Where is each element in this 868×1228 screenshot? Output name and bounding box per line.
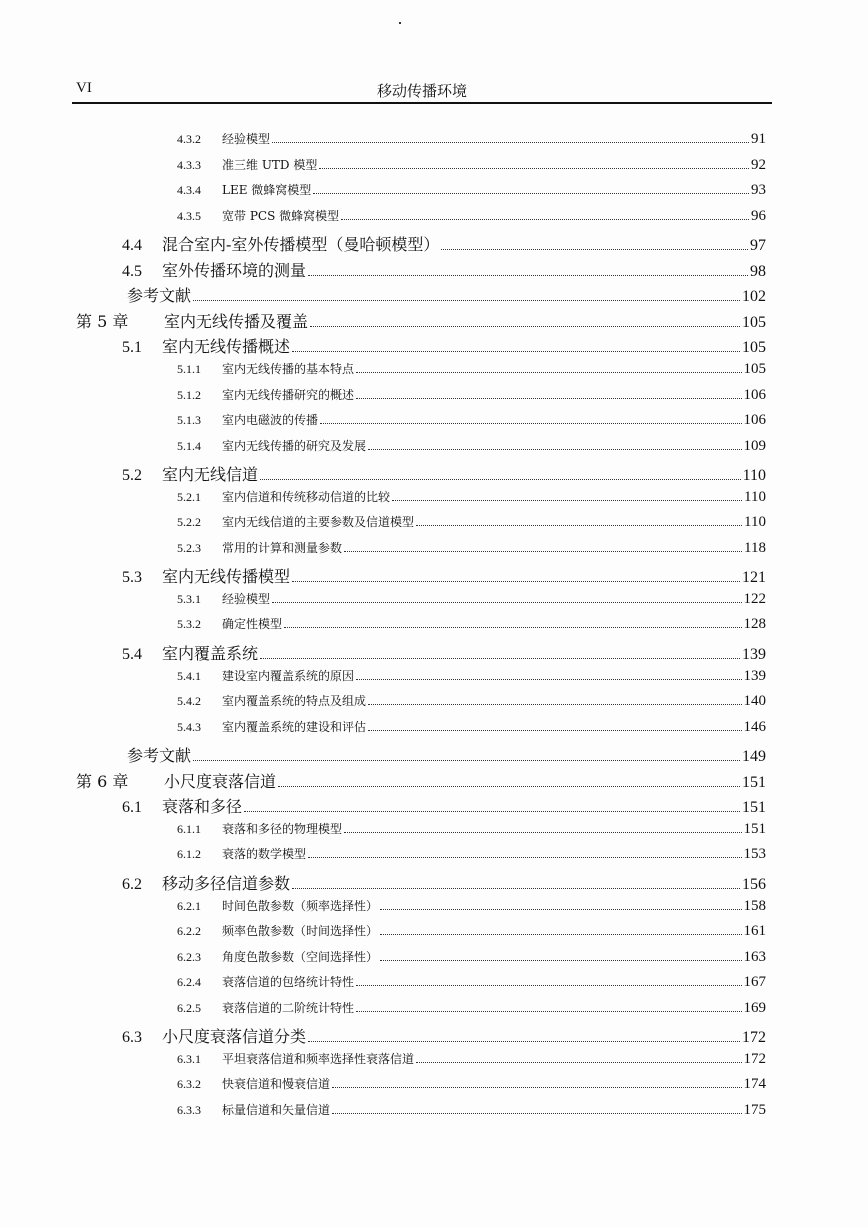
dot-leader — [368, 703, 741, 705]
dot-leader — [320, 422, 741, 424]
toc-entry-number: 5.3.2 — [177, 617, 201, 632]
toc-entry-title: 衰落的数学模型 — [222, 847, 307, 862]
scan-speck — [399, 22, 401, 24]
toc-entry-title: 室内无线传播研究的概述 — [222, 387, 355, 402]
toc-entry-title: 经验模型 — [222, 132, 271, 146]
toc-entry-page: 105 — [742, 313, 766, 331]
toc-entry — [177, 156, 766, 174]
toc-entry — [177, 973, 766, 991]
toc-entry-page: 98 — [750, 262, 766, 280]
toc-entry-title: 快衰信道和慢衰信道 — [222, 1077, 331, 1092]
toc-entry-number: 6.3 — [122, 1029, 142, 1047]
toc-entry-number: 5.4.1 — [177, 668, 201, 683]
toc-entry-number: 6.2.2 — [177, 924, 201, 939]
toc-entry-page: 93 — [751, 182, 766, 199]
toc-entry-page: 106 — [743, 412, 766, 429]
dot-leader — [380, 908, 741, 910]
toc-entry-page: 139 — [742, 646, 766, 663]
dot-leader — [292, 580, 740, 582]
toc-entry-page: 97 — [750, 237, 766, 255]
toc-entry-title: 角度色散参数（空间选择性） — [222, 949, 379, 964]
dot-leader — [416, 1061, 741, 1063]
toc-entry — [177, 1050, 766, 1068]
toc-entry — [177, 1075, 766, 1093]
dot-leader — [313, 192, 749, 194]
toc-entry-page: 174 — [743, 1076, 766, 1093]
toc-entry-title: 衰落信道的包络统计特性 — [222, 975, 355, 990]
toc-entry-page: 153 — [743, 846, 766, 863]
toc-entry-number: 5.1.3 — [177, 413, 201, 428]
toc-entry-number: 5.1 — [122, 339, 142, 357]
toc-entry — [177, 411, 766, 429]
toc-entry-number: 5.4.2 — [177, 694, 201, 709]
toc-entry-number: 4.3.5 — [177, 208, 201, 223]
toc-entry — [177, 897, 766, 915]
toc-entry-title: 室内覆盖系统的特点及组成 — [222, 694, 367, 709]
toc-entry — [122, 794, 766, 817]
toc-entry-number: 5.1.1 — [177, 361, 201, 376]
toc-entry-title: 室内无线传播模型 — [162, 567, 291, 587]
toc-entry — [76, 309, 766, 332]
toc-entry-page: 151 — [742, 799, 766, 817]
toc-entry-number: 5.2.2 — [177, 515, 201, 530]
toc-entry-title: 混合室内-室外传播模型（曼哈顿模型） — [162, 235, 440, 255]
toc-entry-number: 6.1.2 — [177, 847, 201, 862]
toc-entry-number: 6.1.1 — [177, 821, 201, 836]
toc-entry — [177, 999, 766, 1017]
toc-entry — [122, 641, 766, 664]
toc-entry-page: 163 — [743, 948, 766, 965]
toc-entry-number: 6.3.2 — [177, 1077, 201, 1092]
dot-leader — [260, 478, 741, 480]
toc-entry-title: 参考文献 — [127, 746, 192, 766]
toc-entry-title: 室内无线传播的研究及发展 — [222, 438, 367, 453]
toc-entry-page: 105 — [742, 339, 766, 357]
toc-entry — [122, 232, 766, 255]
toc-entry-number: 第 6 章 — [76, 771, 129, 791]
toc-entry — [177, 667, 766, 685]
dot-leader — [344, 550, 742, 552]
toc-entry — [177, 922, 766, 940]
dot-leader — [292, 350, 740, 352]
dot-leader — [292, 887, 740, 889]
toc-entry-title: 室内无线信道 — [162, 465, 259, 485]
toc-entry — [127, 743, 766, 766]
toc-entry-page: 110 — [742, 467, 766, 485]
dot-leader — [244, 810, 740, 812]
dot-leader — [284, 626, 741, 628]
toc-entry-number: 6.2 — [122, 875, 142, 893]
toc-entry-title: 室内无线传播及覆盖 — [164, 311, 309, 331]
toc-entry-number: 5.2.1 — [177, 489, 201, 504]
toc-entry-title: 室内无线传播概述 — [162, 337, 291, 357]
toc-entry-page: 151 — [742, 773, 766, 791]
toc-entry-title: 室内覆盖系统的建设和评估 — [222, 719, 367, 734]
dot-leader — [356, 371, 741, 373]
toc-entry-title: 宽带 PCS 微蜂窝模型 — [222, 208, 340, 223]
dot-leader — [332, 1112, 741, 1114]
toc-entry-page: 161 — [743, 923, 766, 940]
toc-entry-number: 6.2.5 — [177, 1000, 201, 1015]
toc-entry-title: 衰落和多径 — [162, 797, 243, 817]
dot-leader — [308, 274, 748, 276]
toc-entry-title: 时间色散参数（频率选择性） — [222, 898, 379, 913]
toc-entry — [177, 692, 766, 710]
toc-entry-page: 128 — [743, 616, 766, 633]
dot-leader — [272, 141, 749, 143]
toc-entry-page: 167 — [743, 974, 766, 991]
toc-entry-number: 6.2.3 — [177, 949, 201, 964]
toc-entry-page: 109 — [743, 437, 766, 454]
toc-entry-page: 149 — [742, 748, 766, 766]
toc-entry-page: 140 — [743, 693, 766, 710]
toc-entry-title: 经验模型 — [222, 591, 271, 606]
toc-entry-title: 常用的计算和测量参数 — [222, 540, 343, 555]
toc-entry-page: 106 — [743, 386, 766, 403]
toc-entry — [122, 564, 766, 587]
dot-leader — [341, 218, 749, 220]
toc-entry-number: 6.2.1 — [177, 898, 201, 913]
toc-entry-number: 5.1.4 — [177, 438, 201, 453]
dot-leader — [368, 729, 741, 731]
dot-leader — [278, 785, 740, 787]
toc-entry-page: 92 — [751, 156, 766, 173]
toc-entry-page: 102 — [742, 288, 766, 306]
toc-entry — [177, 360, 766, 378]
toc-entry-page: 122 — [743, 590, 766, 607]
toc-entry-number: 4.3.4 — [177, 183, 201, 198]
toc-entry-page: 139 — [743, 667, 766, 684]
toc-entry-page: 156 — [742, 875, 766, 893]
toc-entry — [177, 1101, 766, 1119]
dot-leader — [272, 601, 741, 603]
toc-entry — [177, 513, 766, 531]
toc-entry-number: 5.3.1 — [177, 591, 201, 606]
toc-entry — [177, 437, 766, 455]
toc-entry — [122, 462, 766, 485]
toc-entry-page: 96 — [751, 207, 766, 224]
toc-entry — [122, 871, 766, 894]
toc-entry-page: 118 — [744, 539, 766, 556]
toc-entry-title: 移动多径信道参数 — [162, 873, 291, 893]
toc-entry-title: 小尺度衰落信道 — [164, 771, 277, 791]
toc-entry-title: 室内无线传播的基本特点 — [222, 361, 355, 376]
toc-entry-page: 121 — [742, 569, 766, 587]
toc-entry-title: 确定性模型 — [222, 617, 283, 632]
toc-entry-title: 室内电磁波的传播 — [222, 413, 319, 428]
toc-entry-title: 室内无线信道的主要参数及信道模型 — [222, 515, 415, 530]
toc-entry-number: 6.3.1 — [177, 1051, 201, 1066]
toc-entry — [177, 845, 766, 863]
dot-leader — [356, 678, 741, 680]
toc-entry-number: 5.3 — [122, 569, 142, 587]
dot-leader — [380, 959, 741, 961]
toc-entry-title: 标量信道和矢量信道 — [222, 1102, 331, 1117]
dot-leader — [319, 167, 749, 169]
dot-leader — [380, 933, 741, 935]
dot-leader — [368, 448, 741, 450]
toc-entry-page: 146 — [743, 718, 766, 735]
toc-entry — [177, 820, 766, 838]
toc-entry-page: 158 — [743, 897, 766, 914]
dot-leader — [332, 1086, 741, 1088]
page-header — [72, 80, 772, 104]
dot-leader — [356, 397, 741, 399]
toc-entry-title: 频率色散参数（时间选择性） — [222, 924, 379, 939]
toc-entry-number: 4.4 — [122, 237, 142, 255]
toc-entry-number: 5.4.3 — [177, 719, 201, 734]
toc-entry-page: 105 — [743, 360, 766, 377]
dot-leader — [344, 831, 741, 833]
toc-entry-title: 建设室内覆盖系统的原因 — [222, 668, 355, 683]
toc-entry-number: 5.2 — [122, 467, 142, 485]
dot-leader — [416, 524, 742, 526]
dot-leader — [310, 325, 740, 327]
toc-entry — [177, 948, 766, 966]
toc-entry-page: 110 — [744, 488, 766, 505]
toc-entry-title: 室外传播环境的测量 — [162, 260, 307, 280]
dot-leader — [441, 248, 748, 250]
toc-entry — [177, 615, 766, 633]
toc-entry — [177, 386, 766, 404]
toc-entry-number: 5.2.3 — [177, 540, 201, 555]
dot-leader — [356, 1010, 741, 1012]
toc-entry-page: 172 — [743, 1050, 766, 1067]
toc-entry-title: 参考文献 — [127, 286, 192, 306]
dot-leader — [308, 1040, 740, 1042]
toc-entry-title: 衰落和多径的物理模型 — [222, 821, 343, 836]
toc-entry — [177, 539, 766, 557]
toc-entry — [122, 334, 766, 357]
toc-entry-title: 准三维 UTD 模型 — [222, 157, 318, 172]
toc-entry-number: 4.3.2 — [177, 132, 201, 146]
toc-entry-title: 平坦衰落信道和频率选择性衰落信道 — [222, 1051, 415, 1066]
toc-entry-page: 110 — [744, 514, 766, 531]
toc-entry-number: 6.1 — [122, 799, 142, 817]
toc-entry-title: LEE 微蜂窝模型 — [222, 183, 312, 198]
toc-entry-page: 169 — [743, 999, 766, 1016]
toc-entry-page: 172 — [742, 1029, 766, 1047]
toc-entry-number: 5.1.2 — [177, 387, 201, 402]
toc-entry-page: 175 — [743, 1101, 766, 1118]
toc-entry-page: 91 — [751, 131, 766, 147]
toc-entry-number: 6.2.4 — [177, 975, 201, 990]
toc-entry-number: 6.3.3 — [177, 1102, 201, 1117]
dot-leader — [193, 759, 740, 761]
toc-entry-title: 室内信道和传统移动信道的比较 — [222, 489, 391, 504]
toc-entry — [127, 283, 766, 306]
dot-leader — [392, 499, 742, 501]
toc-entry-page: 151 — [743, 820, 766, 837]
dot-leader — [260, 657, 740, 659]
dot-leader — [356, 984, 741, 986]
book-title: 移动传播环境 — [376, 82, 467, 100]
toc-entry — [177, 718, 766, 736]
page-number: VI — [76, 80, 92, 96]
toc-entry — [177, 207, 766, 225]
toc-entry-title: 小尺度衰落信道分类 — [162, 1027, 307, 1047]
toc-entry — [177, 488, 766, 506]
toc-entry — [122, 258, 766, 281]
toc-entry-number: 第 5 章 — [76, 311, 129, 331]
dot-leader — [308, 856, 741, 858]
toc-entry — [122, 1024, 766, 1047]
dot-leader — [193, 299, 740, 301]
toc-entry-title: 室内覆盖系统 — [162, 644, 259, 663]
toc-entry — [177, 130, 766, 148]
toc-entry — [177, 590, 766, 608]
toc-entry-number: 5.4 — [122, 646, 142, 663]
toc-entry — [76, 769, 766, 792]
toc-entry-title: 衰落信道的二阶统计特性 — [222, 1000, 355, 1015]
toc-entry — [177, 181, 766, 199]
toc-entry-number: 4.5 — [122, 262, 142, 280]
toc-entry-number: 4.3.3 — [177, 157, 201, 172]
